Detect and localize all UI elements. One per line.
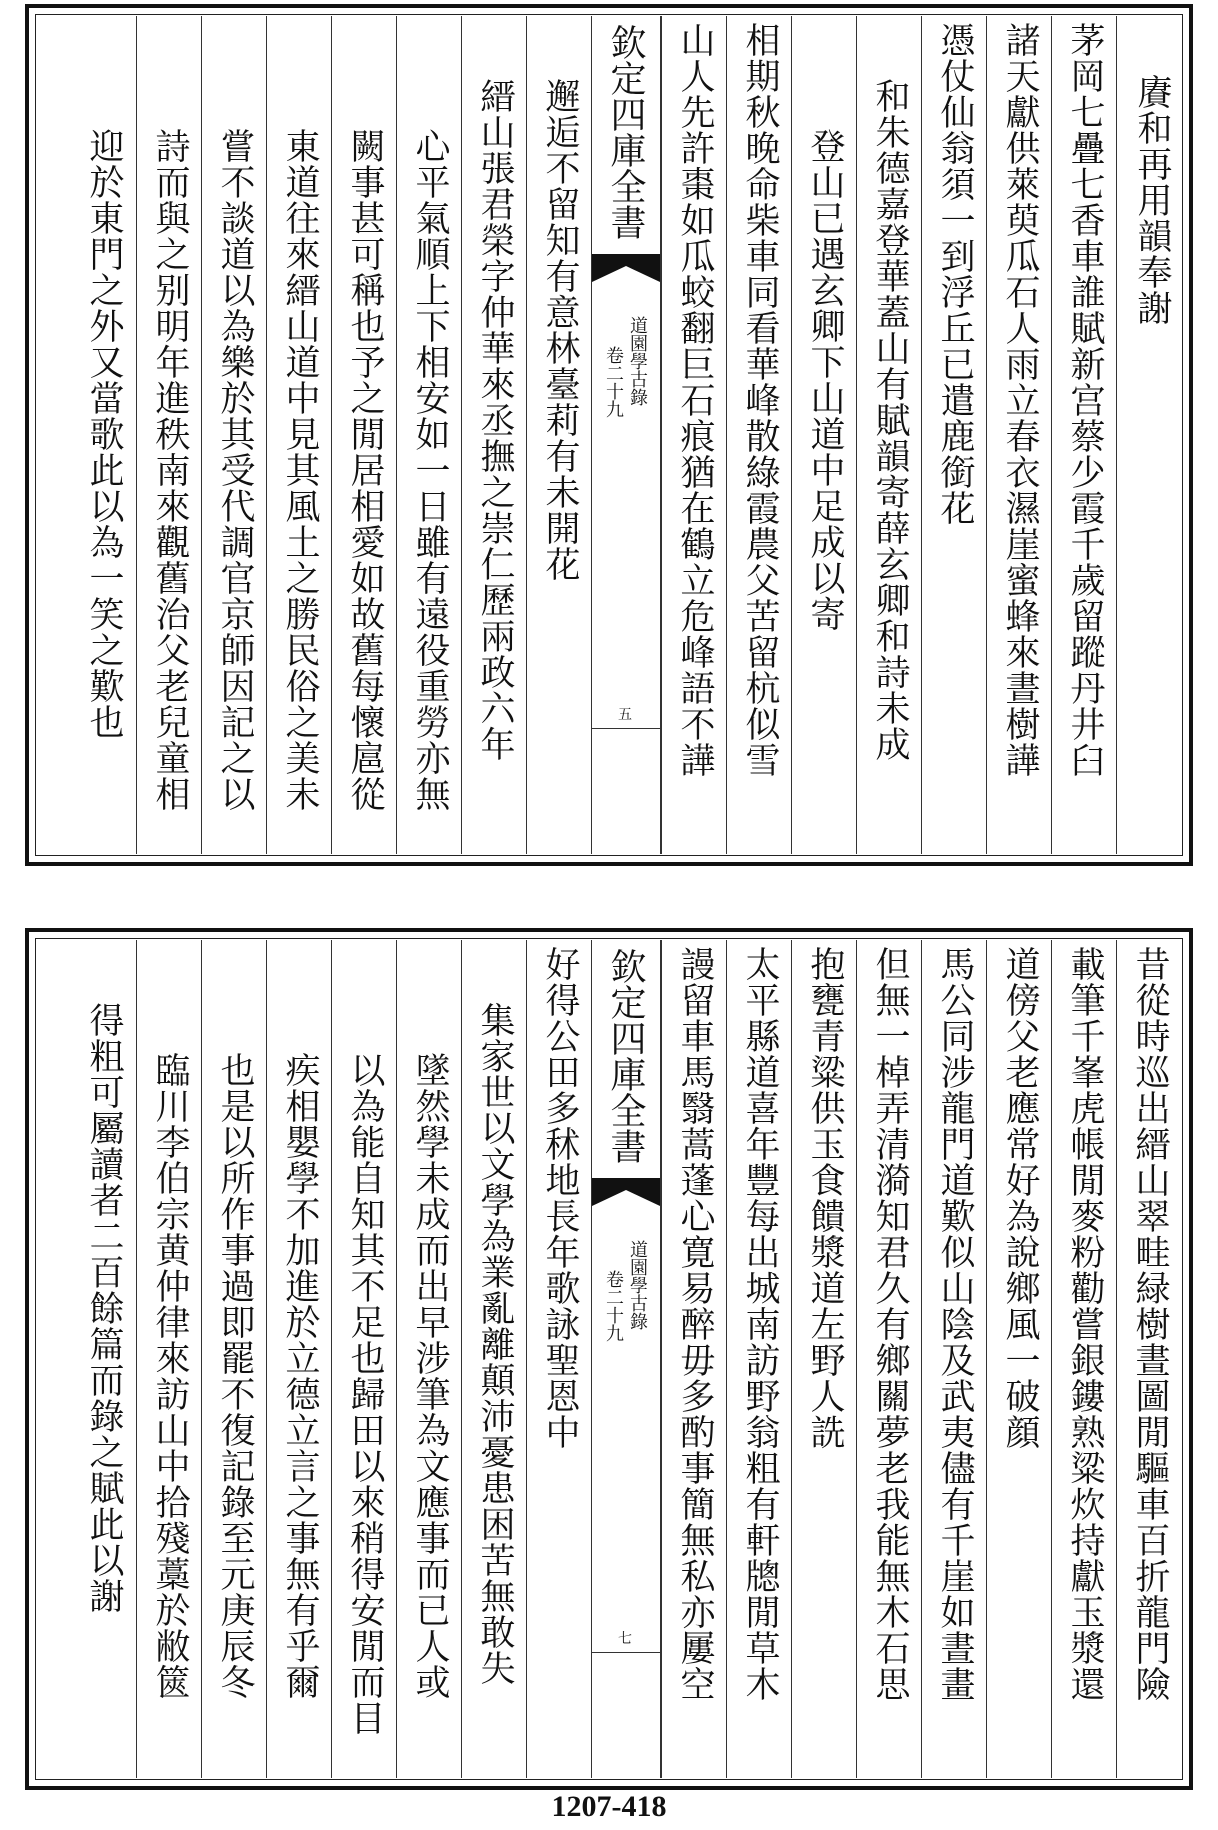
text-column: 邂逅不留知有意林臺莉有未開花	[526, 16, 591, 854]
text-column: 東道往來縉山道中見其風土之勝民俗之美未	[266, 16, 331, 854]
text-column: 馬公同涉龍門道歎似山陰及武夷儘有千崖如晝畫	[921, 940, 986, 1778]
margin-book-title: 道園學古錄	[627, 1240, 648, 1330]
text-column: 茅岡七疊七香車誰賦新宫蔡少霞千歲留蹤丹井臼	[1051, 16, 1116, 854]
text-column: 太平縣道喜年豐每出城南訪野翁粗有軒牕閒草木	[726, 940, 791, 1778]
text-column: 嘗不談道以為樂於其受代調官京師因記之以	[201, 16, 266, 854]
margin-volume: 卷二十九	[603, 346, 624, 418]
margin-volume: 卷二十九	[603, 1270, 624, 1342]
text-column: 詩而與之别明年進秩南來觀舊治父老兒童相	[136, 16, 201, 854]
text-column: 縉山張君榮字仲華來丞撫之崇仁歷兩政六年	[461, 16, 526, 854]
text-column: 山人先許棗如瓜蛟翻巨石痕猶在鶴立危峰語不譁	[661, 16, 726, 854]
text-column: 集家世以文學為業亂離顛沛憂患困苦無敢失	[461, 940, 526, 1778]
margin-page-number: 七	[618, 1631, 632, 1647]
text-column: 賡和再用韻奉謝	[1116, 16, 1181, 854]
text-column: 憑仗仙翁須一到浮丘已遣鹿銜花	[921, 16, 986, 854]
text-column: 心平氣順上下相安如一日雖有遠役重勞亦無	[396, 16, 461, 854]
text-column: 和朱德嘉登華蓋山有賦韻寄薛玄卿和詩未成	[856, 16, 921, 854]
text-column: 迎於東門之外又當歌此以為一笑之歎也	[84, 128, 124, 740]
fishtail-mark	[592, 1176, 660, 1208]
text-column: 但無一棹弄清漪知君久有鄉關夢老我能無木石思	[856, 940, 921, 1778]
text-column: 昔從時巡出縉山翠畦緑樹晝圖閒驅車百折龍門險	[1116, 940, 1181, 1778]
text-column: 載筆千峯虎帳閒麥粉勸嘗銀鏤熟粱炊持獻玉漿還	[1051, 940, 1116, 1778]
text-column: 諸天獻供萊萸瓜石人雨立春衣濕崖蜜蜂來晝樹譁	[986, 16, 1051, 854]
margin-book-title: 道園學古錄	[627, 316, 648, 406]
margin-page-number: 五	[618, 707, 632, 723]
text-column: 墜然學未成而出早涉筆為文應事而已人或	[396, 940, 461, 1778]
text-column: 以為能自知其不足也歸田以來稍得安閒而目	[331, 940, 396, 1778]
text-column: 也是以所作事過即罷不復記錄至元庚辰冬	[201, 940, 266, 1778]
text-column: 得粗可屬讀者二百餘篇而錄之賦此以謝	[84, 1002, 124, 1614]
text-column: 抱甕青粱供玉食饋漿道左野人詵	[791, 940, 856, 1778]
text-column: 相期秋晚命柴車同看華峰散綠霞農父苦留杭似雪	[726, 16, 791, 854]
center-margin	[591, 940, 661, 1778]
page-bottom	[25, 928, 1193, 1790]
margin-title: 欽定四庫全書	[605, 948, 646, 1164]
text-column: 道傍父老應常好為說鄉風一破顔	[986, 940, 1051, 1778]
page-top	[25, 4, 1193, 866]
center-margin	[591, 16, 661, 854]
text-column: 臨川李伯宗黄仲律來訪山中拾殘藁於敝篋	[136, 940, 201, 1778]
text-column: 謾留車馬翳蒿蓬心寛易醉毋多酌事簡無私亦屢空	[661, 940, 726, 1778]
text-column: 登山已遇玄卿下山道中足成以寄	[791, 16, 856, 854]
text-column: 疾相嬰學不加進於立德立言之事無有乎爾	[266, 940, 331, 1778]
fishtail-mark	[592, 252, 660, 284]
text-column: 好得公田多秫地長年歌詠聖恩中	[526, 940, 591, 1778]
text-column: 闕事甚可稱也予之閒居相愛如故舊每懷扈從	[331, 16, 396, 854]
footer-code: 1207-418	[551, 1790, 667, 1823]
margin-title: 欽定四庫全書	[605, 24, 646, 240]
